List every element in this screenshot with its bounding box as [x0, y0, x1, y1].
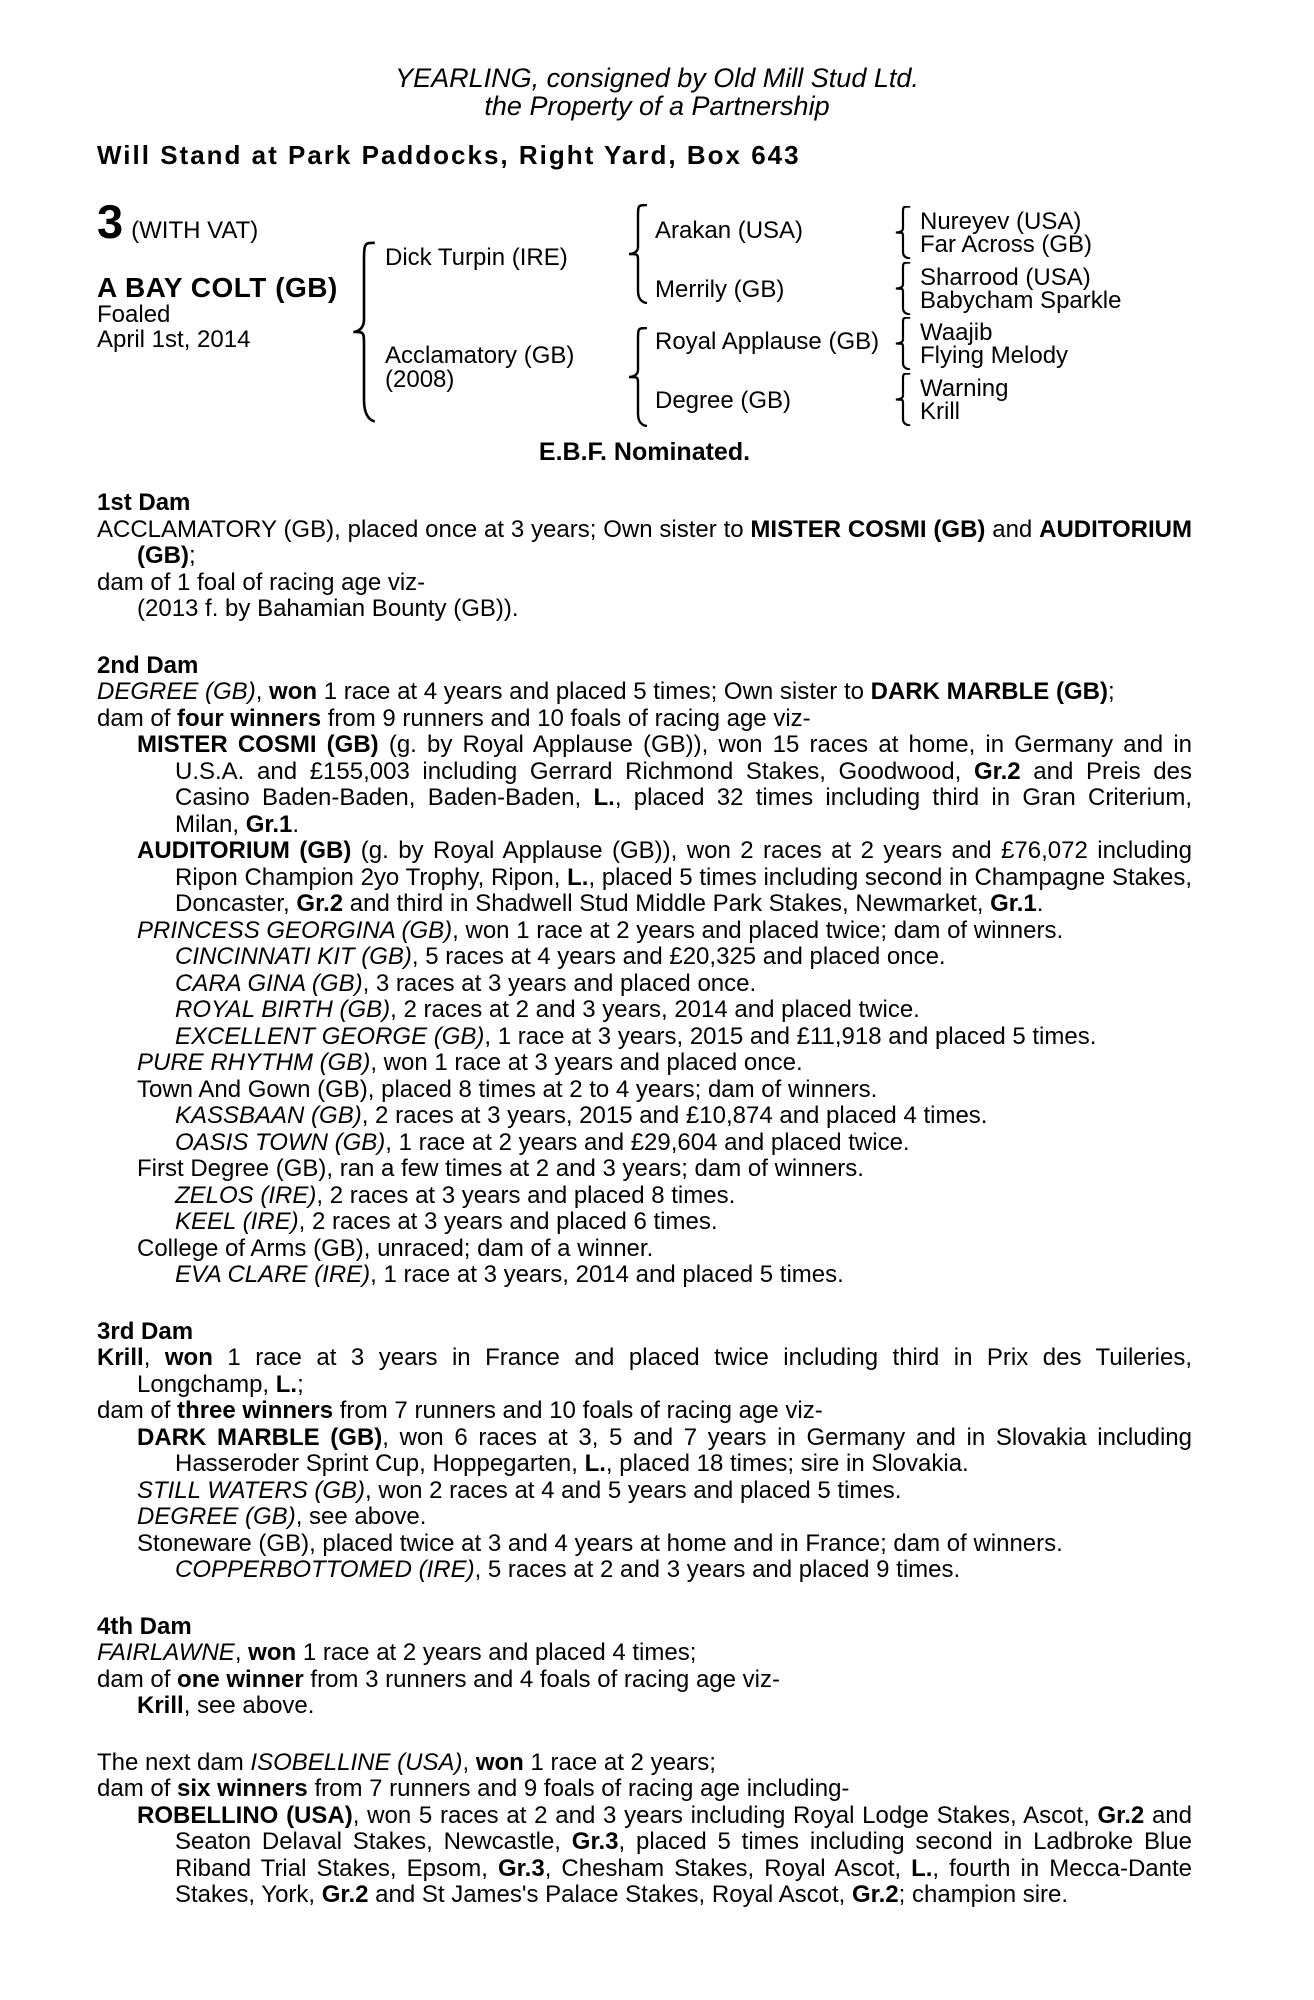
text-run: ACCLAMATORY (GB), placed once at 3 years; Own sister to — [97, 515, 751, 543]
catalogue-paragraph — [97, 1425, 1192, 1478]
text-run: Krill — [137, 1692, 184, 1719]
text-run: CARA GINA (GB) — [175, 969, 363, 997]
dam-heading: 2nd Dam — [97, 651, 199, 679]
text-run: L. — [567, 863, 589, 891]
text-run: four winners — [177, 704, 322, 732]
text-run: , placed 5 times including second in Champagne Stakes, Doncaster, — [175, 863, 1192, 917]
dam-section — [97, 1319, 1192, 1584]
text-run: Gr.3 — [571, 1828, 619, 1855]
text-run: , — [462, 1748, 476, 1776]
text-run: ; — [297, 1370, 304, 1398]
catalogue-paragraph — [97, 1345, 1192, 1398]
pedigree-brace-icon — [628, 204, 648, 304]
text-run: won — [164, 1344, 213, 1371]
text-run: OASIS TOWN (GB) — [175, 1128, 386, 1156]
catalogue-paragraph — [97, 1557, 1192, 1584]
catalogue-paragraph — [97, 1531, 1192, 1558]
text-run: Gr.3 — [497, 1854, 545, 1882]
text-run: 1 race at 2 years; — [523, 1748, 716, 1776]
lot-number: 3 — [97, 195, 124, 248]
text-run: and — [985, 515, 1040, 543]
foaled-date: April 1st, 2014 — [97, 326, 251, 353]
catalogue-paragraph — [97, 997, 1192, 1024]
pedigree-brace-icon — [895, 317, 911, 370]
property-line: the Property of a Partnership — [484, 91, 830, 121]
text-run: Stoneware (GB), placed twice at 3 and 4 years at home and in France; dam of winners. — [137, 1529, 1063, 1557]
text-run: CINCINNATI KIT (GB) — [175, 943, 412, 970]
sire-dam-name: Merrily (GB) — [655, 276, 785, 303]
catalogue-paragraph — [97, 732, 1192, 838]
text-run: , — [234, 1639, 249, 1666]
dam-section — [97, 1614, 1192, 1720]
catalogue-paragraph — [97, 918, 1192, 945]
text-run: Gr.1 — [245, 810, 293, 838]
catalogue-paragraph — [97, 570, 1192, 597]
text-run: ; — [1107, 678, 1115, 705]
catalogue-paragraph — [97, 1478, 1192, 1505]
text-run: and Seaton Delaval Stakes, Newcastle, — [175, 1801, 1193, 1855]
text-run: ISOBELLINE (USA) — [250, 1748, 463, 1776]
catalogue-paragraph — [97, 1050, 1192, 1077]
text-run: Gr.2 — [851, 1881, 899, 1908]
text-run: three winners — [177, 1397, 334, 1424]
great-grandsire-name: Warning — [920, 375, 1009, 402]
text-run: KEEL (IRE) — [175, 1208, 299, 1235]
text-run: , — [255, 678, 270, 705]
dam-name: Acclamatory (GB) — [385, 342, 575, 369]
catalogue-paragraph — [97, 1024, 1192, 1051]
text-run: six winners — [177, 1775, 308, 1802]
text-run: (g. by Royal Applause (GB)), won 15 races at home, in Germany and in U.S.A. and £155,003 including Gerrard Richmond Stakes, Goodwood, — [175, 731, 1192, 785]
text-run: dam of — [97, 704, 178, 732]
text-run: from 3 runners and 4 foals of racing age viz- — [303, 1665, 780, 1693]
catalogue-paragraph — [97, 1077, 1192, 1104]
text-run: (g. by Royal Applause (GB)), won 2 races at 2 years and £76,072 including Ripon Champion 2yo Trophy, Ripon, — [175, 837, 1192, 891]
dam-sire-name: Royal Applause (GB) — [655, 328, 880, 355]
catalogue-paragraph — [97, 1667, 1192, 1694]
catalogue-paragraph — [97, 838, 1192, 918]
sire-sire-name: Arakan (USA) — [655, 217, 804, 244]
text-run: won — [269, 678, 318, 705]
catalogue-paragraph — [97, 1750, 1192, 1777]
pedigree-brace-icon — [895, 373, 911, 426]
text-run: dam of — [97, 1775, 178, 1802]
text-run: , placed 32 times including third in Gran Criterium, Milan, — [175, 784, 1192, 838]
text-run: , won 5 races at 2 and 3 years including Royal Lodge Stakes, Ascot, — [352, 1801, 1098, 1829]
text-run: FAIRLAWNE — [97, 1639, 235, 1666]
text-run: , won 2 races at 4 and 5 years and placed 5 times. — [365, 1476, 902, 1504]
text-run: 1 race at 3 years in France and placed twice including third in Prix des Tuileries, Longchamp, — [137, 1344, 1192, 1398]
catalogue-paragraph — [97, 1130, 1192, 1157]
text-run: PRINCESS GEORGINA (GB) — [137, 916, 453, 944]
catalogue-paragraph — [97, 1236, 1192, 1263]
catalogue-paragraph — [97, 679, 1192, 706]
dam-heading: 3rd Dam — [97, 1317, 194, 1345]
text-run: from 7 runners and 10 foals of racing age viz- — [333, 1397, 823, 1424]
catalogue-paragraph — [97, 1262, 1192, 1289]
text-run: STILL WATERS (GB) — [137, 1476, 366, 1504]
horse-description: A BAY COLT (GB) — [97, 272, 338, 303]
consignor-title: YEARLING, consigned by Old Mill Stud Ltd. — [395, 63, 919, 93]
sire-name: Dick Turpin (IRE) — [385, 244, 568, 271]
ebf-nominated-line: E.B.F. Nominated. — [538, 438, 751, 466]
text-run: College of Arms (GB), unraced; dam of a winner. — [137, 1234, 654, 1262]
text-run: , Chesham Stakes, Royal Ascot, — [544, 1854, 912, 1882]
catalogue-paragraph — [97, 1183, 1192, 1210]
stand-location-line: Will Stand at Park Paddocks, Right Yard, Box 643 — [97, 140, 801, 170]
text-run: , 1 race at 3 years, 2014 and placed 5 times. — [370, 1261, 844, 1288]
dam-year: (2008) — [385, 366, 455, 393]
dam-section — [97, 490, 1192, 623]
text-run: ROBELLINO (USA) — [137, 1801, 353, 1829]
text-run: , see above. — [183, 1692, 315, 1719]
text-run: . — [292, 810, 300, 838]
text-run: Town And Gown (GB), placed 8 times at 2 to 4 years; dam of winners. — [137, 1075, 878, 1103]
text-run: Gr.2 — [321, 1881, 369, 1908]
catalogue-paragraph — [97, 1776, 1192, 1803]
text-run: EVA CLARE (IRE) — [175, 1261, 371, 1288]
text-run: from 7 runners and 9 foals of racing age including- — [307, 1775, 850, 1802]
text-run: DEGREE (GB) — [97, 678, 256, 705]
pedigree-brace-icon — [895, 206, 911, 259]
catalogue-paragraph — [97, 596, 1192, 623]
text-run: 1 race at 4 years and placed 5 times; Own sister to — [317, 678, 871, 705]
text-run: , won 6 races at 3, 5 and 7 years in Germany and in Slovakia including Hasseroder Sprint Cup, Hoppegarten, — [175, 1423, 1192, 1477]
text-run: Gr.2 — [973, 757, 1021, 785]
text-run: one winner — [177, 1665, 304, 1693]
dam-section — [97, 653, 1192, 1289]
text-run: Gr.1 — [990, 890, 1037, 917]
foaled-label: Foaled — [97, 301, 171, 328]
text-run: , 1 race at 3 years, 2015 and £11,918 and placed 5 times. — [484, 1022, 1097, 1050]
great-granddam-name: Flying Melody — [920, 342, 1069, 369]
text-run: from 9 runners and 10 foals of racing age viz- — [321, 704, 811, 732]
text-run: ROYAL BIRTH (GB) — [175, 996, 391, 1023]
text-run: , 2 races at 3 years and placed 6 times. — [298, 1208, 718, 1235]
great-granddam-name: Far Across (GB) — [920, 231, 1093, 258]
dam-section — [97, 1750, 1192, 1909]
catalogue-paragraph — [97, 1693, 1192, 1720]
text-run: MISTER COSMI (GB) — [137, 731, 379, 758]
text-run: DEGREE (GB) — [137, 1503, 296, 1530]
text-run: , — [143, 1344, 165, 1371]
text-run: 1 race at 2 years and placed 4 times; — [296, 1639, 697, 1666]
text-run: , 5 races at 4 years and £20,325 and placed once. — [411, 943, 946, 970]
text-run: , won 1 race at 2 years and placed twice; dam of winners. — [452, 916, 1064, 944]
great-grandsire-name: Sharrood (USA) — [920, 264, 1091, 291]
text-run: , 5 races at 2 and 3 years and placed 9 times. — [474, 1556, 961, 1583]
text-run: KASSBAAN (GB) — [175, 1102, 362, 1129]
text-run: , won 1 race at 3 years and placed once. — [370, 1049, 803, 1076]
text-run: Gr.2 — [1097, 1801, 1145, 1829]
text-run: , placed 5 times including second in Ladbroke Blue Riband Trial Stakes, Epsom, — [175, 1828, 1192, 1882]
text-run: L. — [584, 1450, 606, 1477]
pedigree-brace-icon — [628, 327, 648, 427]
text-run: , 1 race at 2 years and £29,604 and placed twice. — [385, 1128, 910, 1156]
great-grandsire-name: Nureyev (USA) — [920, 208, 1082, 235]
text-run: DARK MARBLE (GB) — [137, 1423, 383, 1451]
text-run: First Degree (GB), ran a few times at 2 and 3 years; dam of winners. — [137, 1155, 864, 1182]
catalogue-paragraph — [97, 706, 1192, 733]
text-run: L. — [593, 784, 615, 811]
text-run: PURE RHYTHM (GB) — [137, 1049, 371, 1076]
text-run: , fourth in Mecca-Dante Stakes, York, — [175, 1854, 1192, 1908]
catalogue-paragraph — [97, 1504, 1192, 1531]
text-run: and Preis des Casino Baden-Baden, Baden-Baden, — [175, 757, 1192, 811]
text-run: and third in Shadwell Stud Middle Park Stakes, Newmarket, — [343, 890, 991, 917]
catalogue-paragraph — [97, 1103, 1192, 1130]
text-run: ; — [188, 542, 196, 569]
text-run: ; champion sire. — [898, 1881, 1069, 1908]
catalogue-paragraph — [97, 517, 1192, 570]
text-run: dam of 1 foal of racing age viz- — [97, 568, 426, 596]
text-run: DARK MARBLE (GB) — [870, 678, 1108, 705]
great-granddam-name: Babycham Sparkle — [920, 287, 1122, 314]
text-run: , 2 races at 3 years and placed 8 times. — [316, 1181, 736, 1209]
pedigree-brace-icon — [352, 241, 376, 423]
catalogue-paragraph — [97, 944, 1192, 971]
vat-note: (WITH VAT) — [131, 217, 259, 244]
text-run: . — [1036, 890, 1044, 917]
catalogue-paragraph — [97, 1156, 1192, 1183]
text-run: , placed 18 times; sire in Slovakia. — [605, 1450, 969, 1477]
text-run: dam of — [97, 1397, 178, 1424]
text-run: MISTER COSMI (GB) — [750, 515, 986, 543]
text-run: , see above. — [295, 1503, 427, 1530]
text-run: won — [248, 1639, 297, 1666]
text-run: won — [475, 1748, 524, 1776]
text-run: AUDITORIUM (GB) — [137, 837, 352, 864]
text-run: , 3 races at 3 years and placed once. — [362, 969, 757, 997]
catalogue-paragraph — [97, 1209, 1192, 1236]
text-run: dam of — [97, 1665, 178, 1693]
catalogue-paragraph — [97, 1398, 1192, 1425]
text-run: L. — [275, 1370, 298, 1398]
great-granddam-name: Krill — [920, 398, 960, 425]
catalogue-paragraph — [97, 1640, 1192, 1667]
text-run: AUDITORIUM (GB) — [137, 515, 1192, 569]
text-run: , 2 races at 2 and 3 years, 2014 and placed twice. — [390, 996, 920, 1023]
catalogue-paragraph — [97, 971, 1192, 998]
text-run: L. — [911, 1854, 933, 1882]
pedigree-brace-icon — [895, 262, 911, 315]
catalogue-paragraph — [97, 1803, 1192, 1909]
dam-heading: 4th Dam — [97, 1612, 192, 1640]
text-run: COPPERBOTTOMED (IRE) — [175, 1556, 475, 1583]
text-run: (2013 f. by Bahamian Bounty (GB)). — [137, 595, 519, 622]
text-run: Gr.2 — [296, 890, 344, 917]
text-run: ZELOS (IRE) — [175, 1181, 317, 1209]
text-run: , 2 races at 3 years, 2015 and £10,874 and placed 4 times. — [361, 1102, 988, 1129]
lot-row — [97, 195, 259, 248]
text-run: and St James's Palace Stakes, Royal Ascot, — [368, 1881, 852, 1908]
dam-dam-name: Degree (GB) — [655, 387, 792, 414]
text-run: The next dam — [97, 1748, 251, 1776]
great-grandsire-name: Waajib — [920, 319, 993, 346]
text-run: EXCELLENT GEORGE (GB) — [175, 1022, 485, 1050]
pedigree-details — [97, 490, 1192, 1909]
dam-heading: 1st Dam — [97, 489, 191, 516]
text-run: Krill — [97, 1344, 144, 1371]
